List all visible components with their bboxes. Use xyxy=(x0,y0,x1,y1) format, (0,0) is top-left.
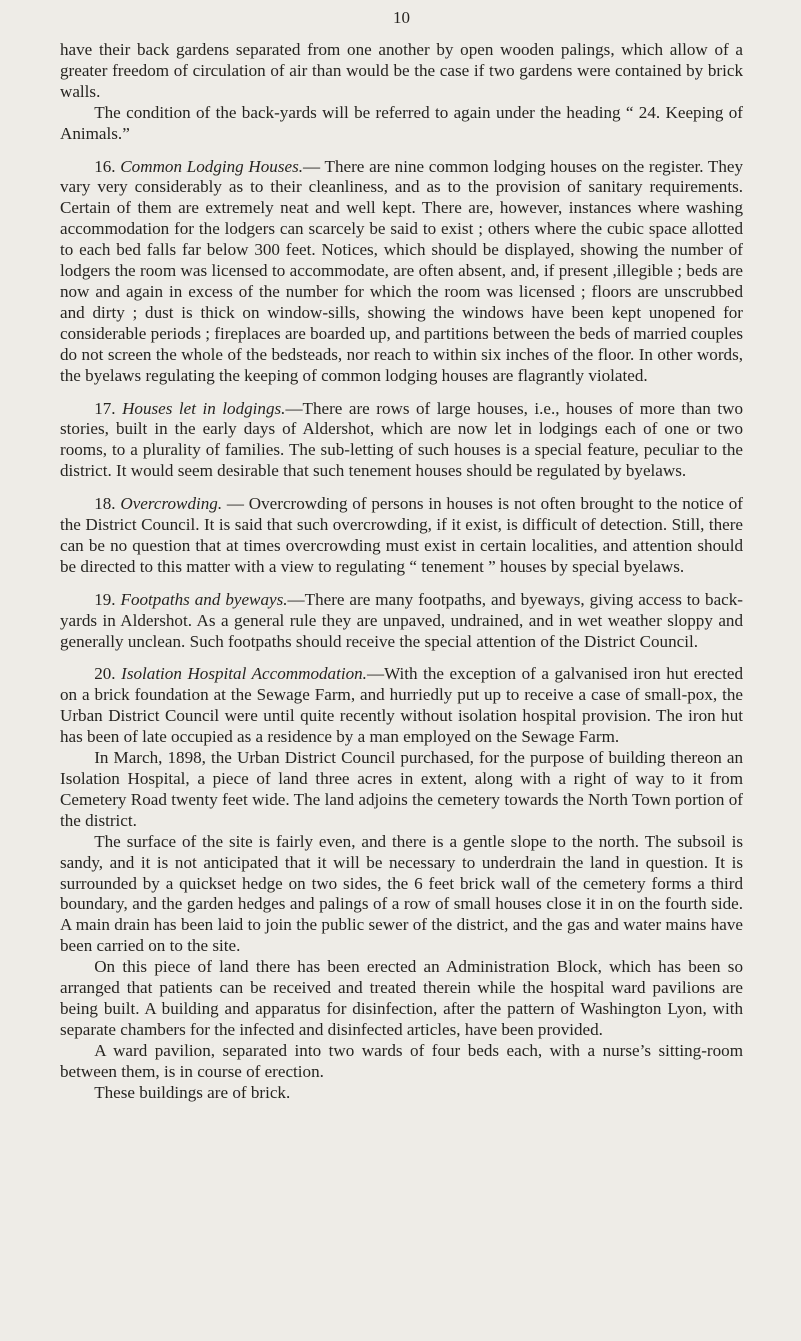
paragraph-gardens: have their back gardens separated from one another by open wooden palings, which allow of a greater freedom of circulation of air than would be the case if two gardens were contained by brick walls. xyxy=(60,40,743,101)
section-19-footpaths xyxy=(60,590,743,653)
section-number: 20. xyxy=(94,664,116,684)
section-text: — Overcrowding of persons in houses is not often brought to the notice of the District Council. It is said that such overcrowding, if it exist, is difficult of detection. Still, there can be no question that at times overcrowding must exist in certain localities, and attention should be directed to this matter with a view to regulating “ tenement ” houses by special byelaws. xyxy=(60,494,743,576)
paragraph-back-yards: The condition of the back-yards will be referred to again under the heading “ 24. Keeping of Animals.” xyxy=(60,102,743,143)
section-20-isolation-hospital xyxy=(60,664,743,748)
paragraph-land-purchase: In March, 1898, the Urban District Council purchased, for the purpose of building thereon an Isolation Hospital, a piece of land three acres in extent, along with a right of way to it from Cemetery Road twenty feet wide. The land adjoins the cemetery towards the North Town portion of the district. xyxy=(60,748,743,830)
paragraph-brick-buildings: These buildings are of brick. xyxy=(94,1082,291,1102)
section-heading: Footpaths and byeways. xyxy=(120,589,288,609)
section-number: 19. xyxy=(94,589,116,609)
section-text: — There are nine common lodging houses on the register. They vary very considerably as to their cleanliness, and as to the provision of sanitary requirements. Certain of them are extremely neat and well kept. There are, however, instances where washing accommodation for the lodgers can scarcely be said to exist ; others where the cubic space allotted to each bed falls far below 300 feet. Notices, which should be displayed, showing the number of lodgers the room was licensed to accommodate, are often absent, and, if present ,illegible ; beds are now and again in excess of the number for which the room was licensed ; floors are unscrubbed and dirty ; dust is thick on window-sills, showing the windows have been kept unopened for considerable periods ; fireplaces are boarded up, and partitions between the beds of married couples do not screen the whole of the bedsteads, nor reach to within six inches of the floor. In other words, the byelaws regulating the keeping of common lodging houses are flagrantly violated. xyxy=(60,156,744,385)
paragraph-administration-block: On this piece of land there has been erected an Administration Block, which has been so arranged that patients can be received and treated therein while the hospital ward pavilions are being built. A building and apparatus for disinfection, after the pattern of Washington Lyon, with separate chambers for the infected and disinfected articles, have been provided. xyxy=(60,957,743,1039)
section-text: —There are many footpaths, and byeways, giving access to back-yards in Aldershot. As a general rule they are unpaved, undrained, and in wet weather sloppy and generally unclean. Such footpaths should receive the special attention of the District Council. xyxy=(60,589,743,651)
section-heading: Houses let in lodgings. xyxy=(122,398,286,418)
paragraph-ward-pavilion: A ward pavilion, separated into two wards of four beds each, with a nurse’s sitting-room between them, is in course of erection. xyxy=(60,1040,743,1081)
page-number: 10 xyxy=(393,8,410,27)
paragraph-site-surface: The surface of the site is fairly even, and there is a gentle slope to the north. The subsoil is sandy, and it is not anticipated that it will be necessary to underdrain the land in question. It is surrounded by a quickset hedge on two sides, the 6 feet brick wall of the cemetery forms a third boundary, and the garden hedges and palings of a row of small houses close it in on the fourth side. A main drain has been laid to join the public sewer of the district, and the gas and water mains have been carried on to the site. xyxy=(60,831,743,956)
section-18-overcrowding xyxy=(60,494,743,578)
section-text: —With the exception of a galvanised iron hut erected on a brick foundation at the Sewage Farm, and hurriedly put up to receive a case of small-pox, the Urban District Council were until quite recently without isolation hospital provision. The iron hut has been of late occupied as a residence by a man employed on the Sewage Farm. xyxy=(60,664,743,747)
section-heading: Isolation Hospital Accommodation. xyxy=(121,664,367,684)
section-number: 16. xyxy=(94,156,116,176)
section-heading: Common Lodging Houses. xyxy=(120,156,304,176)
section-number: 17. xyxy=(94,398,116,418)
section-16-common-lodging-houses xyxy=(60,157,743,387)
section-17-houses-let-in-lodgings xyxy=(60,399,743,483)
section-number: 18. xyxy=(94,494,116,514)
section-text: —There are rows of large houses, i.e., houses of more than two stories, built in the early days of Aldershot, which are now let in lodgings each of one or two rooms, to a plurality of families. The sub-letting of such houses is a special feature, peculiar to the district. It would seem desirable that such tenement houses should be regulated by byelaws. xyxy=(60,398,743,481)
section-heading: Overcrowding. xyxy=(120,494,223,514)
